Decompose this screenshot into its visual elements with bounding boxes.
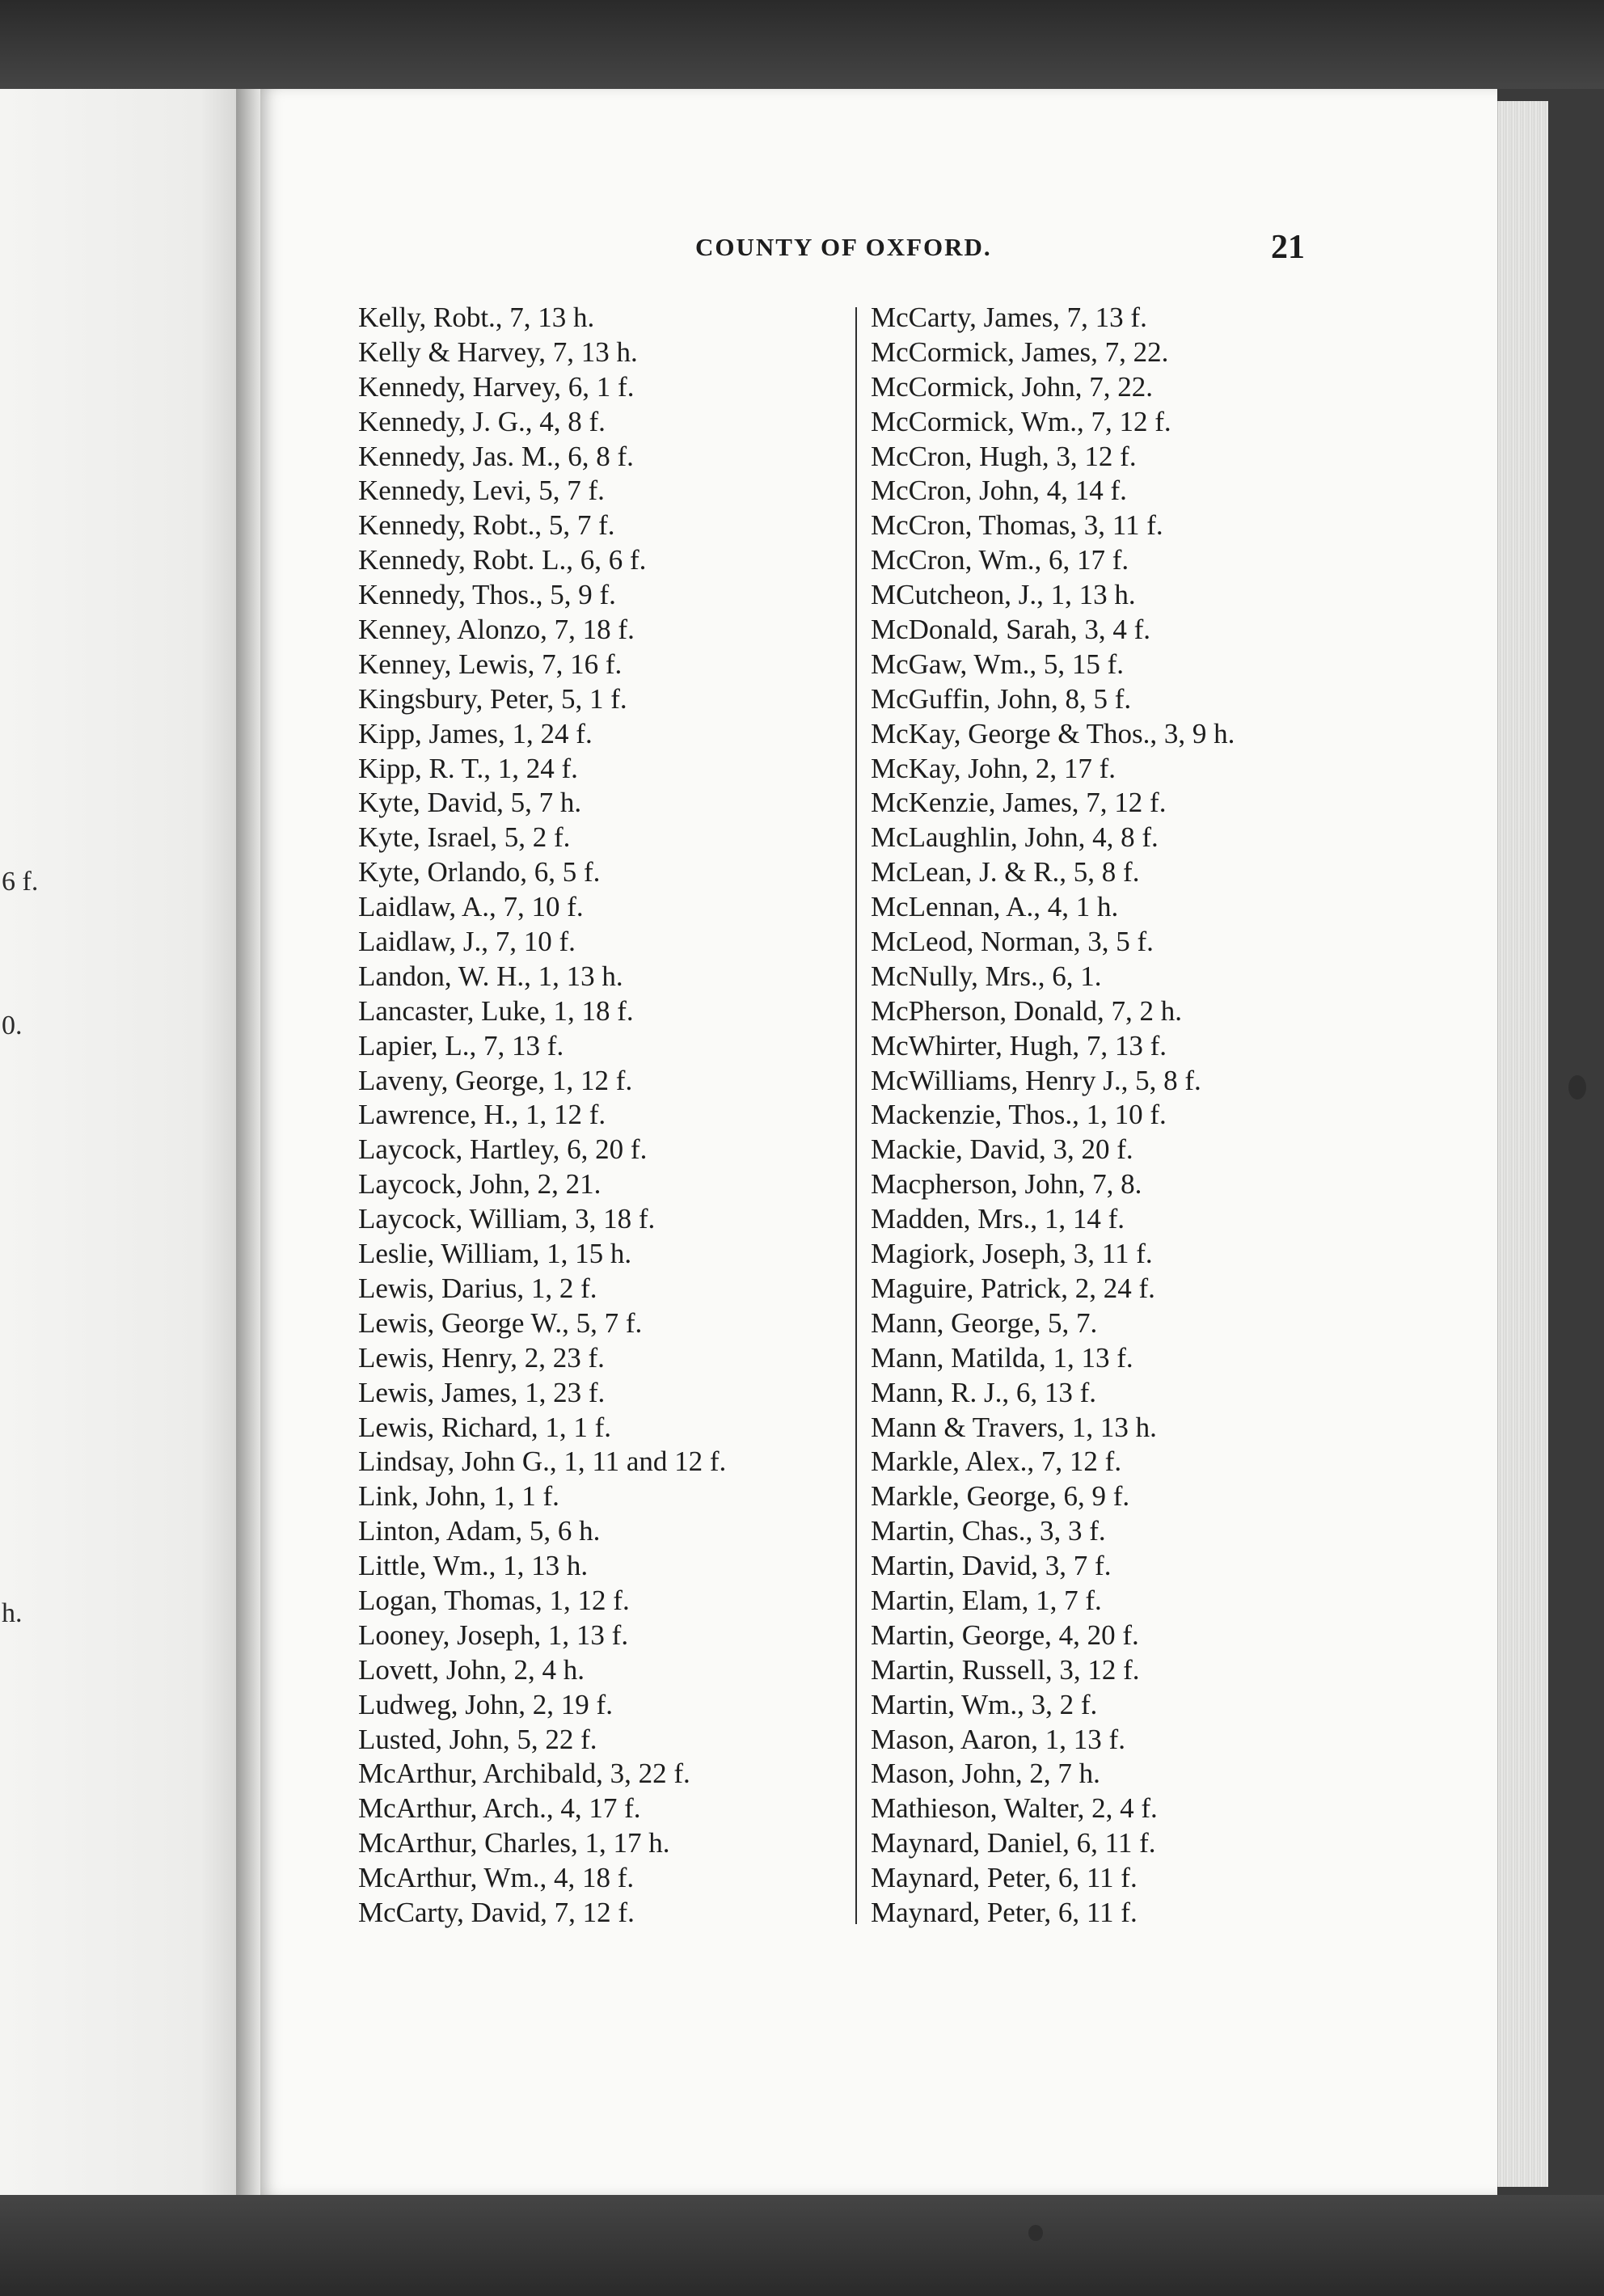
directory-entry: Martin, Chas., 3, 3 f. [871, 1515, 1106, 1547]
directory-entry: McCormick, Wm., 7, 12 f. [871, 405, 1171, 437]
directory-entry: Mathieson, Walter, 2, 4 f. [871, 1792, 1158, 1825]
directory-entry: Markle, George, 6, 9 f. [871, 1480, 1130, 1513]
directory-entry: Kennedy, Jas. M., 6, 8 f. [358, 440, 634, 472]
directory-entry: Little, Wm., 1, 13 h. [358, 1550, 589, 1582]
directory-entry: McCron, Thomas, 3, 11 f. [871, 509, 1163, 542]
directory-entry: Ludweg, John, 2, 19 f. [358, 1688, 613, 1720]
directory-entry: Mackenzie, Thos., 1, 10 f. [871, 1099, 1167, 1131]
directory-entry: Lusted, John, 5, 22 f. [358, 1723, 597, 1755]
directory-entry: Lewis, Henry, 2, 23 f. [358, 1341, 605, 1374]
directory-entry: Laveny, George, 1, 12 f. [358, 1064, 633, 1096]
directory-entry: Kennedy, Robt., 5, 7 f. [358, 509, 615, 542]
directory-entry: McLeod, Norman, 3, 5 f. [871, 926, 1154, 958]
directory-entry: Kyte, Israel, 5, 2 f. [358, 821, 571, 854]
directory-entry: MCutcheon, J., 1, 13 h. [871, 579, 1136, 611]
directory-entry: McCormick, John, 7, 22. [871, 370, 1154, 403]
directory-entry: Maynard, Peter, 6, 11 f. [871, 1896, 1138, 1928]
directory-entry: Lewis, Darius, 1, 2 f. [358, 1272, 597, 1304]
directory-entry: Mackie, David, 3, 20 f. [871, 1133, 1133, 1166]
directory-entry: Lawrence, H., 1, 12 f. [358, 1099, 606, 1131]
directory-entry: Kennedy, Levi, 5, 7 f. [358, 475, 605, 507]
directory-entry: Martin, George, 4, 20 f. [871, 1619, 1139, 1651]
directory-entry: Mann, George, 5, 7. [871, 1306, 1098, 1339]
directory-entry: Mann, Matilda, 1, 13 f. [871, 1341, 1133, 1374]
directory-entry: McArthur, Archibald, 3, 22 f. [358, 1758, 690, 1790]
directory-entry: Maynard, Daniel, 6, 11 f. [871, 1827, 1156, 1859]
directory-entry: McKenzie, James, 7, 12 f. [871, 787, 1167, 819]
directory-entry: Mann, R. J., 6, 13 f. [871, 1376, 1097, 1408]
directory-entry: McCormick, James, 7, 22. [871, 336, 1169, 368]
directory-entry: McPherson, Donald, 7, 2 h. [871, 994, 1182, 1027]
left-page-fragment: h. [2, 1598, 23, 1628]
directory-entry: Kennedy, Robt. L., 6, 6 f. [358, 544, 647, 576]
scan-artifact [1028, 2225, 1043, 2241]
directory-entry: Kennedy, J. G., 4, 8 f. [358, 405, 606, 437]
directory-entry: Kyte, Orlando, 6, 5 f. [358, 856, 601, 888]
directory-entry: Laycock, John, 2, 21. [358, 1168, 602, 1201]
directory-entry: Lapier, L., 7, 13 f. [358, 1029, 564, 1061]
running-head: COUNTY OF OXFORD. [695, 233, 992, 261]
directory-entry: Kelly, Robt., 7, 13 h. [358, 302, 595, 333]
directory-entry: Leslie, William, 1, 15 h. [358, 1238, 632, 1270]
left-page-edge [0, 89, 236, 2195]
directory-entry: Logan, Thomas, 1, 12 f. [358, 1584, 630, 1616]
directory-entry: McCron, John, 4, 14 f. [871, 475, 1127, 507]
directory-entry: Lancaster, Luke, 1, 18 f. [358, 994, 634, 1027]
directory-entry: Kelly & Harvey, 7, 13 h. [358, 336, 638, 368]
directory-entry: McGaw, Wm., 5, 15 f. [871, 648, 1125, 680]
page-header [260, 229, 1497, 273]
directory-entry: Lewis, James, 1, 23 f. [358, 1376, 606, 1408]
directory-entry: McCron, Hugh, 3, 12 f. [871, 440, 1137, 472]
directory-entry: Landon, W. H., 1, 13 h. [358, 960, 623, 992]
column-rule [855, 307, 857, 1924]
scanner-backdrop-top [0, 0, 1604, 89]
directory-entry: McWilliams, Henry J., 5, 8 f. [871, 1064, 1201, 1096]
directory-entry: McArthur, Arch., 4, 17 f. [358, 1792, 641, 1825]
page-number: 21 [1271, 229, 1305, 266]
directory-entry: McNully, Mrs., 6, 1. [871, 960, 1102, 992]
directory-entry: Link, John, 1, 1 f. [358, 1480, 559, 1513]
directory-entry: McDonald, Sarah, 3, 4 f. [871, 614, 1151, 646]
directory-entry: Maguire, Patrick, 2, 24 f. [871, 1272, 1155, 1304]
directory-column-right [871, 301, 1235, 1931]
directory-entry: McCarty, David, 7, 12 f. [358, 1896, 635, 1928]
directory-entry: Lovett, John, 2, 4 h. [358, 1653, 585, 1686]
directory-entry: Martin, David, 3, 7 f. [871, 1550, 1112, 1582]
directory-entry: McArthur, Charles, 1, 17 h. [358, 1827, 670, 1859]
directory-entry: McLennan, A., 4, 1 h. [871, 891, 1119, 923]
directory-entry: Laidlaw, J., 7, 10 f. [358, 926, 576, 958]
directory-entry: Mann & Travers, 1, 13 h. [871, 1411, 1157, 1443]
directory-entry: McKay, George & Thos., 3, 9 h. [871, 717, 1235, 749]
directory-entry: Madden, Mrs., 1, 14 f. [871, 1203, 1125, 1235]
directory-entry: Kennedy, Thos., 5, 9 f. [358, 579, 616, 611]
directory-entry: Kenney, Alonzo, 7, 18 f. [358, 614, 635, 646]
directory-entry: Linton, Adam, 5, 6 h. [358, 1515, 601, 1547]
directory-entry: McGuffin, John, 8, 5 f. [871, 682, 1132, 715]
directory-entry: Martin, Wm., 3, 2 f. [871, 1688, 1098, 1720]
directory-entry: Macpherson, John, 7, 8. [871, 1168, 1142, 1201]
scan-artifact [1568, 1075, 1586, 1099]
directory-entry: Laidlaw, A., 7, 10 f. [358, 891, 584, 923]
directory-entry: McKay, John, 2, 17 f. [871, 752, 1116, 784]
directory-entry: Lindsay, John G., 1, 11 and 12 f. [358, 1446, 727, 1478]
directory-entry: Kyte, David, 5, 7 h. [358, 787, 582, 819]
directory-entry: McArthur, Wm., 4, 18 f. [358, 1862, 635, 1894]
book-gutter [236, 89, 260, 2195]
directory-entry: Magiork, Joseph, 3, 11 f. [871, 1238, 1153, 1270]
directory-entry: Lewis, George W., 5, 7 f. [358, 1306, 643, 1339]
directory-entry: McLaughlin, John, 4, 8 f. [871, 821, 1159, 854]
page-edges [1497, 101, 1548, 2187]
directory-entry: McWhirter, Hugh, 7, 13 f. [871, 1029, 1167, 1061]
directory-entry: Kipp, James, 1, 24 f. [358, 717, 593, 749]
directory-entry: Mason, Aaron, 1, 13 f. [871, 1723, 1125, 1755]
left-page-fragment: 0. [2, 1011, 23, 1040]
directory-entry: Martin, Elam, 1, 7 f. [871, 1584, 1102, 1616]
directory-entry: Kennedy, Harvey, 6, 1 f. [358, 370, 635, 403]
directory-entry: Mason, John, 2, 7 h. [871, 1758, 1100, 1790]
directory-entry: Maynard, Peter, 6, 11 f. [871, 1862, 1138, 1894]
directory-entry: McLean, J. & R., 5, 8 f. [871, 856, 1140, 888]
directory-entry: Lewis, Richard, 1, 1 f. [358, 1411, 611, 1443]
directory-entry: Kingsbury, Peter, 5, 1 f. [358, 682, 627, 715]
directory-entry: Looney, Joseph, 1, 13 f. [358, 1619, 629, 1651]
directory-entry: Laycock, William, 3, 18 f. [358, 1203, 656, 1235]
directory-entry: McCarty, James, 7, 13 f. [871, 302, 1147, 333]
directory-entry: Kipp, R. T., 1, 24 f. [358, 752, 578, 784]
directory-entry: Kenney, Lewis, 7, 16 f. [358, 648, 623, 680]
directory-entry: McCron, Wm., 6, 17 f. [871, 544, 1129, 576]
directory-entry: Martin, Russell, 3, 12 f. [871, 1653, 1140, 1686]
directory-entry: Laycock, Hartley, 6, 20 f. [358, 1133, 648, 1166]
left-page-fragment: 6 f. [2, 867, 39, 897]
directory-column-left [358, 301, 726, 1931]
directory-entry: Markle, Alex., 7, 12 f. [871, 1446, 1122, 1478]
scanner-backdrop-bottom [0, 2195, 1604, 2296]
